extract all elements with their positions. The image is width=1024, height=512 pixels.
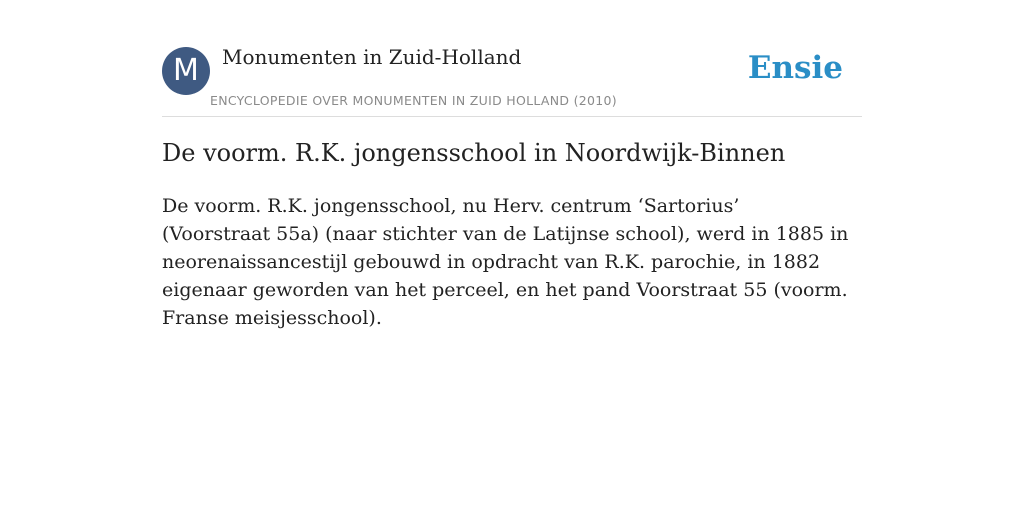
article-body: De voorm. R.K. jongensschool, nu Herv. centrum ‘Sartorius’ (Voorstraat 55a) (naar stichter van de Latijnse school), werd in 1885 in neorenaissancestijl gebouwd in opdracht van R.K. parochie, in 1882 eigenaar geworden van het perceel, en het pand Voorstraat 55 (voorm. Franse meisjesschool). — [162, 195, 849, 329]
source-subtitle: ENCYCLOPEDIE OVER MONUMENTEN IN ZUID HOLLAND (2010) — [210, 93, 617, 108]
source-header — [162, 0, 862, 117]
page-wrapper — [162, 0, 862, 329]
source-title-link[interactable]: Monumenten in Zuid-Holland — [222, 45, 522, 69]
brand-logo[interactable]: Ensie — [747, 50, 843, 86]
article-title: De voorm. R.K. jongensschool in Noordwijk-Binnen — [162, 139, 786, 167]
source-avatar[interactable] — [162, 47, 210, 95]
avatar-letter: M — [173, 53, 199, 88]
